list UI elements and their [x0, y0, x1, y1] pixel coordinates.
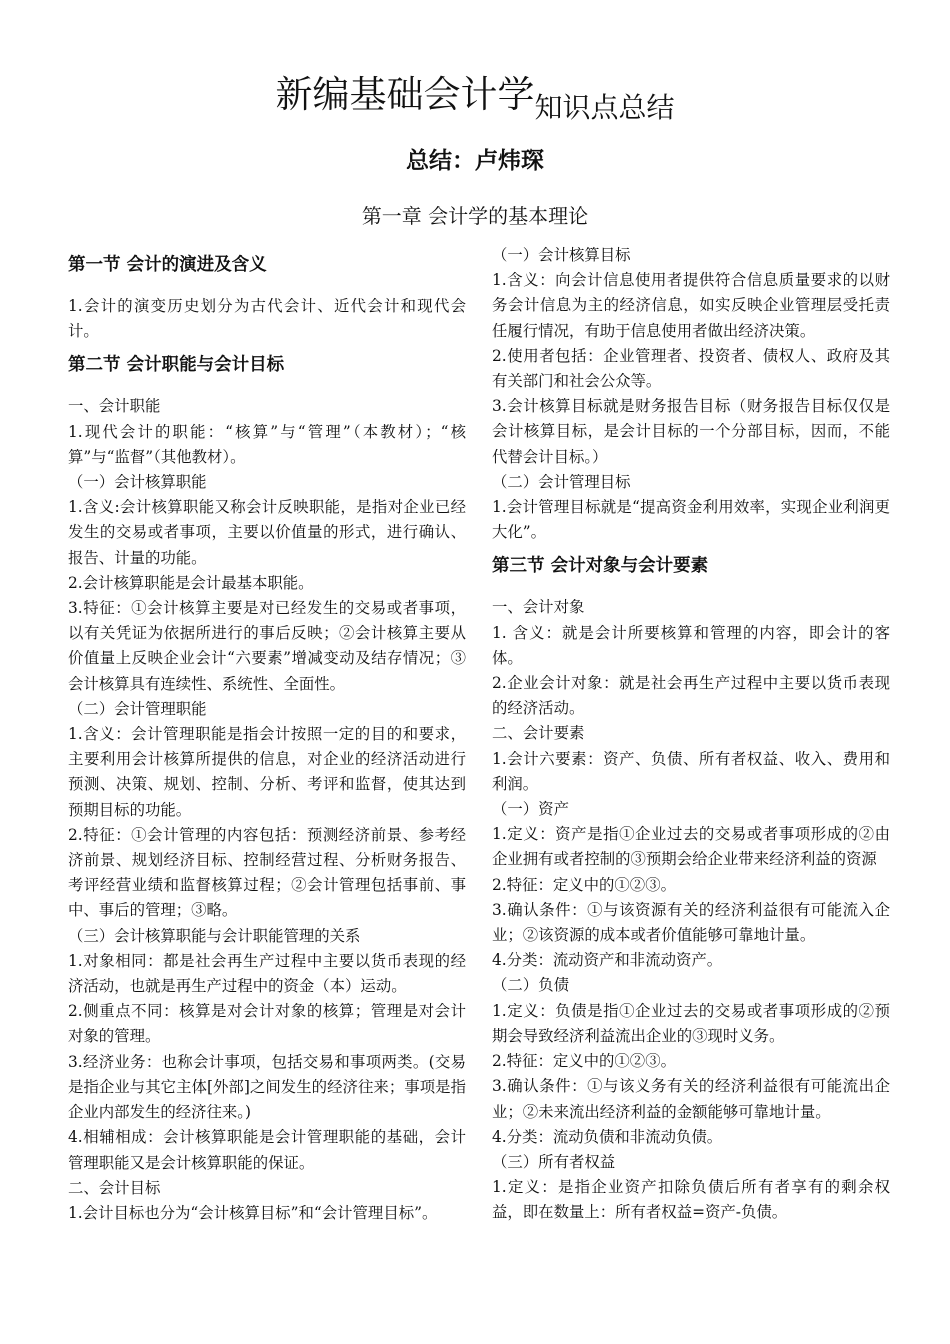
paragraph: 1.含义:会计核算职能又称会计反映职能，是指对企业已经发生的交易或者事项，主要以价值量的形式，进行确认、报告、计量的功能。	[68, 498, 466, 567]
paragraph: 1.会计目标也分为“会计核算目标”和“会计管理目标”。	[68, 1203, 438, 1222]
paragraph: 一、会计职能	[68, 397, 161, 416]
document-title	[0, 64, 950, 124]
paragraph: （三）所有者权益	[492, 1152, 616, 1171]
paragraph: （一）资产	[492, 800, 569, 819]
paragraph: 3.特征：①会计核算主要是对已经发生的交易或者事项，以有关凭证为依据所进行的事后反映；②会计核算主要从价值量上反映企业会计“六要素”增减变动及结存情况；③会计核算具有连续性、系统性、全面性。	[68, 599, 466, 693]
paragraph: 3.会计核算目标就是财务报告目标（财务报告目标仅仅是会计核算目标，是会计目标的一个分部目标，因而，不能代替会计目标。）	[492, 397, 890, 466]
paragraph: 一、会计对象	[492, 598, 585, 617]
paragraph: （三）会计核算职能与会计职能管理的关系	[68, 926, 361, 945]
paragraph: 2.使用者包括：企业管理者、投资者、债权人、政府及其有关部门和社会公众等。	[492, 346, 890, 391]
right-column	[492, 243, 890, 1226]
paragraph: 1.定义：是指企业资产扣除负债后所有者享有的剩余权益，即在数量上：所有者权益=资产-负债。	[492, 1178, 890, 1222]
paragraph: 1.现代会计的职能：“核算”与“管理”（本教材）；“核算”与“监督”（其他教材）。	[68, 422, 466, 466]
paragraph: 3.确认条件：①与该资源有关的经济利益很有可能流入企业；②该资源的成本或者价值能够可靠地计量。	[492, 900, 890, 945]
paragraph: 1.定义：资产是指①企业过去的交易或者事项形成的②由企业拥有或者控制的③预期会给企业带来经济利益的资源	[492, 825, 890, 869]
section-heading: 第三节 会计对象与会计要素	[492, 556, 709, 577]
section-heading: 第一节 会计的演进及含义	[68, 255, 267, 275]
paragraph: 1.含义：会计管理职能是指会计按照一定的目的和要求，主要利用会计核算所提供的信息，对企业的经济活动进行预测、决策、规划、控制、分析、考评和监督，使其达到预期目标的功能。	[68, 725, 466, 819]
title-main: 新编基础会计学	[275, 73, 535, 116]
paragraph: 2.特征：定义中的①②③。	[492, 875, 676, 894]
paragraph: 2.特征：定义中的①②③。	[492, 1052, 676, 1071]
paragraph: 1.会计管理目标就是“提高资金利用效率，实现企业利润更大化”。	[492, 498, 890, 542]
paragraph: 2.侧重点不同：核算是对会计对象的核算；管理是对会计对象的管理。	[68, 1002, 466, 1046]
paragraph: 二、会计要素	[492, 724, 585, 743]
paragraph: 2.会计核算职能是会计最基本职能。	[68, 573, 314, 592]
paragraph: 4.相辅相成：会计核算职能是会计管理职能的基础，会计管理职能又是会计核算职能的保证。	[68, 1128, 466, 1172]
paragraph: 二、会计目标	[68, 1178, 161, 1197]
paragraph: 1.会计六要素：资产、负债、所有者权益、收入、费用和利润。	[492, 749, 890, 793]
title-sub: 知识点总结	[534, 91, 675, 124]
paragraph: 2.特征：①会计管理的内容包括：预测经济前景、参考经济前景、规划经济目标、控制经营过程、分析财务报告、考评经营业绩和监督核算过程；②会计管理包括事前、事中、事后的管理；③略。	[68, 825, 466, 920]
paragraph: 4.分类：流动负债和非流动负债。	[492, 1127, 723, 1146]
paragraph: 4.分类：流动资产和非流动资产。	[492, 951, 723, 970]
paragraph: （一）会计核算目标	[492, 246, 631, 264]
paragraph: 3.经济业务：也称会计事项，包括交易和事项两类。(交易是指企业与其它主体[外部]之间发生的经济往来；事项是指企业内部发生的经济往来。)	[68, 1052, 466, 1122]
author-line: 总结：卢炜琛	[406, 148, 544, 174]
paragraph: 1.含义：向会计信息使用者提供符合信息质量要求的以财务会计信息为主的经济信息，如实反映企业管理层受托责任履行情况，有助于信息使用者做出经济决策。	[492, 271, 890, 340]
paragraph: 2.企业会计对象：就是社会再生产过程中主要以货币表现的经济活动。	[492, 674, 890, 718]
paragraph: （二）会计管理目标	[492, 472, 631, 491]
chapter-heading: 第一章 会计学的基本理论	[361, 204, 589, 228]
paragraph: 1. 含义：就是会计所要核算和管理的内容，即会计的客体。	[492, 623, 890, 667]
paragraph: 1.对象相同：都是社会再生产过程中主要以货币表现的经济活动，也就是再生产过程中的资金（本）运动。	[68, 951, 466, 996]
paragraph: 3.确认条件：①与该义务有关的经济利益很有可能流出企业；②未来流出经济利益的金额能够可靠地计量。	[492, 1077, 890, 1121]
left-column	[68, 252, 466, 1226]
paragraph: （二）会计管理职能	[68, 699, 207, 718]
paragraph: 1.定义：负债是指①企业过去的交易或者事项形成的②预期会导致经济利益流出企业的③现时义务。	[492, 1001, 890, 1045]
paragraph: （二）负债	[492, 976, 569, 995]
paragraph: （一）会计核算职能	[68, 473, 207, 492]
section-heading: 第二节 会计职能与会计目标	[68, 355, 285, 376]
paragraph: 1.会计的演变历史划分为古代会计、近代会计和现代会计。	[68, 297, 466, 341]
